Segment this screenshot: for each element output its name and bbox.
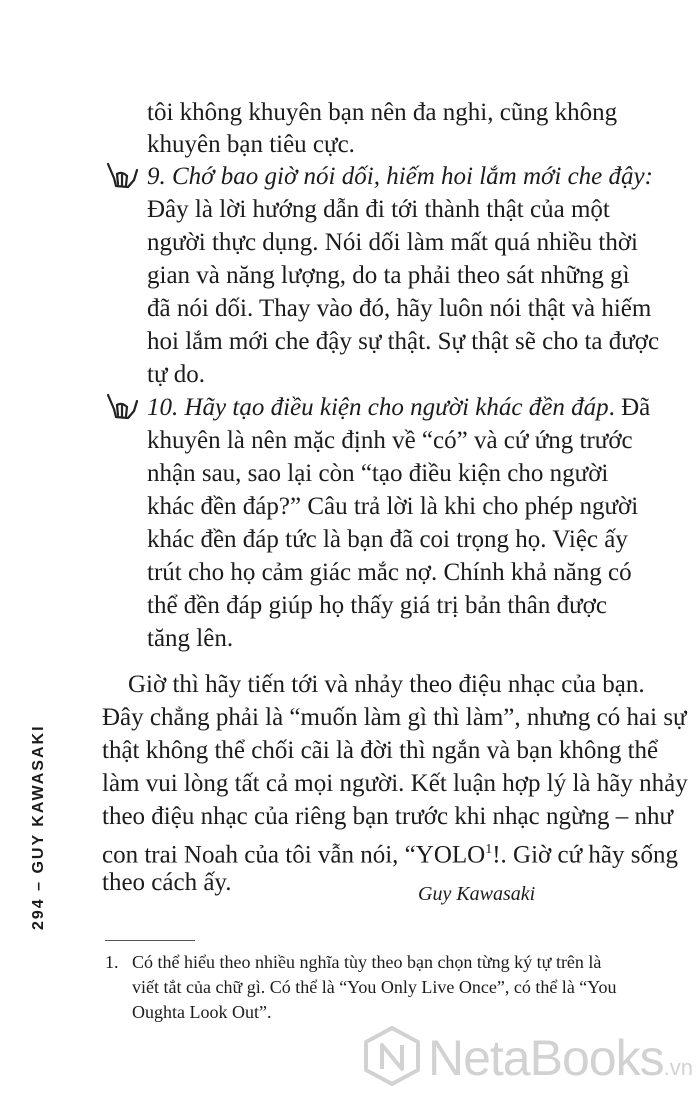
body-line: trút cho họ cảm giác mắc nợ. Chính khả năng có (147, 559, 632, 586)
body-line: nhận sau, sao lại còn “tạo điều kiện cho người (147, 460, 609, 487)
body-line: tăng lên. (147, 625, 234, 652)
body-line: Đây là lời hướng dẫn đi tới thành thật của một (147, 196, 610, 223)
closing-line: làm vui lòng tất cả mọi người. Kết luận hợp lý là hãy nhảy (102, 770, 688, 797)
body-line: tự do. (147, 361, 205, 388)
item-10-heading-line (147, 391, 650, 424)
closing-line: theo cách ấy. (102, 869, 232, 896)
shaka-hand-icon (104, 391, 140, 423)
body-line: gian và năng lượng, do ta phải theo sát những gì (147, 262, 630, 289)
closing-line-text: con trai Noah của tôi vẫn nói, “YOLO (102, 841, 486, 869)
footnote-line: Oughta Look Out”. (132, 1002, 272, 1022)
body-line: khuyên bạn tiêu cực. (147, 131, 355, 158)
item-10-heading: 10. Hãy tạo điều kiện cho người khác đền đáp (147, 394, 609, 421)
footnote-ref: 1 (485, 842, 493, 857)
item-10-heading-tail: . Đã (608, 394, 651, 421)
closing-line: theo điệu nhạc của riêng bạn trước khi nhạc ngừng – như (102, 803, 674, 830)
body-line: người thực dụng. Nói dối làm mất quá nhiều thời (147, 229, 638, 256)
watermark-brand: NetaBooks (428, 1030, 664, 1086)
body-line: khác đền đáp tức là bạn đã coi trọng họ. Việc ấy (147, 526, 628, 553)
body-line: đã nói dối. Thay vào đó, hãy luôn nói thật và hiếm (147, 295, 652, 322)
footnote-number: 1. (105, 952, 119, 972)
closing-line-text: !. Giờ cứ hãy sống (492, 841, 678, 869)
signature: Guy Kawasaki (418, 883, 536, 905)
body-line: hoi lắm mới che đậy sự thật. Sự thật sẽ cho ta được (147, 328, 660, 355)
watermark-suffix: .vn (663, 1055, 693, 1080)
footnote-divider (105, 940, 195, 941)
footnote-line: viết tắt của chữ gì. Có thể là “You Only Live Once”, có thể là “You (132, 977, 617, 997)
body-line: tôi không khuyên bạn nên đa nghi, cũng không (147, 99, 618, 126)
shaka-hand-icon (104, 160, 140, 192)
watermark-text (428, 1029, 693, 1087)
item-9-heading: 9. Chớ bao giờ nói dối, hiếm hoi lắm mới che đậy: (147, 163, 653, 190)
closing-line: Giờ thì hãy tiến tới và nhảy theo điệu nhạc của bạn. (128, 671, 645, 698)
body-line: khuyên là nên mặc định về “có” và cứ ứng trước (147, 427, 633, 454)
body-line: thể đền đáp giúp họ thấy giá trị bản thân được (147, 592, 607, 619)
running-head: 294 – GUY KAWASAKI (30, 724, 47, 930)
netabooks-logo-icon (362, 1025, 422, 1087)
closing-line: thật không thể chối cãi là đời thì ngắn và bạn không thể (102, 737, 659, 764)
watermark (362, 1025, 692, 1087)
closing-line: Đây chẳng phải là “muốn làm gì thì làm”, nhưng có hai sự (102, 704, 687, 731)
footnote-line: Có thể hiểu theo nhiều nghĩa tùy theo bạn chọn từng ký tự trên là (132, 952, 602, 972)
body-line: khác đền đáp?” Câu trả lời là khi cho phép người (147, 493, 639, 520)
